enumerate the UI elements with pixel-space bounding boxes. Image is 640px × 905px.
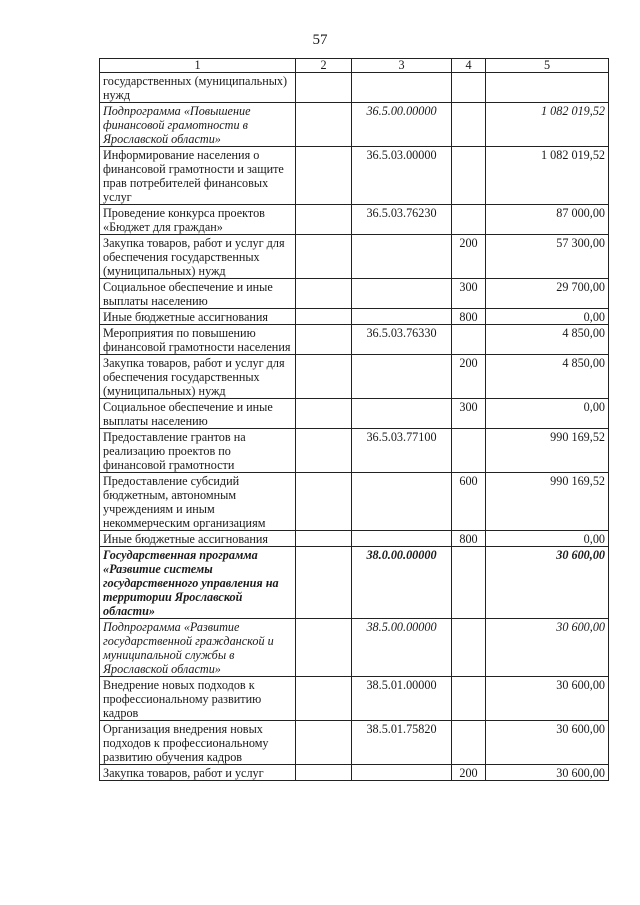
table-row <box>100 355 609 399</box>
row-type-cell <box>452 147 486 205</box>
row-col2-cell <box>296 429 352 473</box>
row-col2-cell <box>296 309 352 325</box>
row-code-cell <box>352 399 452 429</box>
row-col2-cell <box>296 355 352 399</box>
row-amount-cell: 30 600,00 <box>486 721 609 765</box>
row-type-cell: 600 <box>452 473 486 531</box>
row-amount-cell: 4 850,00 <box>486 355 609 399</box>
table-row <box>100 103 609 147</box>
row-code-cell <box>352 235 452 279</box>
row-name-cell: Мероприятия по повышению финансовой грамотности населения <box>100 325 296 355</box>
row-type-cell: 200 <box>452 355 486 399</box>
row-name-cell: Информирование населения о финансовой грамотности и защите прав потребителей финансовых услуг <box>100 147 296 205</box>
row-name-cell: Предоставление субсидий бюджетным, автономным учреждениям и иным некоммерческим организациям <box>100 473 296 531</box>
row-name-cell: Иные бюджетные ассигнования <box>100 309 296 325</box>
row-type-cell: 800 <box>452 309 486 325</box>
table-row <box>100 765 609 781</box>
budget-table <box>99 58 609 781</box>
row-col2-cell <box>296 765 352 781</box>
row-amount-cell: 0,00 <box>486 309 609 325</box>
row-amount-cell: 29 700,00 <box>486 279 609 309</box>
row-col2-cell <box>296 547 352 619</box>
table-row <box>100 531 609 547</box>
table-header-row <box>100 59 609 73</box>
row-name-cell: Социальное обеспечение и иные выплаты населению <box>100 279 296 309</box>
column-header: 5 <box>486 59 609 73</box>
row-type-cell: 300 <box>452 399 486 429</box>
table-row <box>100 279 609 309</box>
row-name-cell: Предоставление грантов на реализацию проектов по финансовой грамотности <box>100 429 296 473</box>
row-name-cell: Закупка товаров, работ и услуг <box>100 765 296 781</box>
table-row <box>100 205 609 235</box>
row-amount-cell: 30 600,00 <box>486 547 609 619</box>
row-name-cell: Подпрограмма «Повышение финансовой грамотности в Ярославской области» <box>100 103 296 147</box>
row-name-cell: Закупка товаров, работ и услуг для обеспечения государственных (муниципальных) нужд <box>100 355 296 399</box>
row-type-cell <box>452 325 486 355</box>
row-col2-cell <box>296 147 352 205</box>
table-row <box>100 429 609 473</box>
row-type-cell <box>452 103 486 147</box>
row-name-cell: Иные бюджетные ассигнования <box>100 531 296 547</box>
row-amount-cell: 1 082 019,52 <box>486 103 609 147</box>
row-code-cell: 36.5.03.76230 <box>352 205 452 235</box>
row-code-cell: 36.5.03.76330 <box>352 325 452 355</box>
page-number: 57 <box>312 32 328 48</box>
column-header: 4 <box>452 59 486 73</box>
row-amount-cell: 990 169,52 <box>486 473 609 531</box>
row-col2-cell <box>296 531 352 547</box>
row-type-cell <box>452 547 486 619</box>
table-row <box>100 399 609 429</box>
row-code-cell: 36.5.00.00000 <box>352 103 452 147</box>
row-col2-cell <box>296 73 352 103</box>
table-row <box>100 309 609 325</box>
row-name-cell: Внедрение новых подходов к профессиональному развитию кадров <box>100 677 296 721</box>
table-row <box>100 619 609 677</box>
row-col2-cell <box>296 677 352 721</box>
row-code-cell <box>352 531 452 547</box>
row-type-cell: 200 <box>452 765 486 781</box>
row-amount-cell: 1 082 019,52 <box>486 147 609 205</box>
row-name-cell: Социальное обеспечение и иные выплаты населению <box>100 399 296 429</box>
table-row <box>100 677 609 721</box>
row-amount-cell: 4 850,00 <box>486 325 609 355</box>
row-amount-cell: 30 600,00 <box>486 677 609 721</box>
table-row <box>100 73 609 103</box>
row-col2-cell <box>296 279 352 309</box>
row-code-cell: 38.5.00.00000 <box>352 619 452 677</box>
column-header: 3 <box>352 59 452 73</box>
row-name-cell: Государственная программа «Развитие системы государственного управления на территории Ярославской области» <box>100 547 296 619</box>
row-col2-cell <box>296 235 352 279</box>
row-amount-cell: 87 000,00 <box>486 205 609 235</box>
row-type-cell <box>452 619 486 677</box>
row-col2-cell <box>296 721 352 765</box>
row-amount-cell <box>486 73 609 103</box>
row-code-cell <box>352 473 452 531</box>
row-code-cell: 38.5.01.75820 <box>352 721 452 765</box>
row-name-cell: государственных (муниципальных) нужд <box>100 73 296 103</box>
row-type-cell: 200 <box>452 235 486 279</box>
row-name-cell: Организация внедрения новых подходов к профессиональному развитию обучения кадров <box>100 721 296 765</box>
row-name-cell: Проведение конкурса проектов «Бюджет для граждан» <box>100 205 296 235</box>
table-row <box>100 473 609 531</box>
row-amount-cell: 30 600,00 <box>486 619 609 677</box>
table-row <box>100 235 609 279</box>
column-header: 1 <box>100 59 296 73</box>
row-type-cell <box>452 677 486 721</box>
row-amount-cell: 0,00 <box>486 399 609 429</box>
row-amount-cell: 0,00 <box>486 531 609 547</box>
row-code-cell <box>352 279 452 309</box>
row-amount-cell: 30 600,00 <box>486 765 609 781</box>
row-code-cell: 38.0.00.00000 <box>352 547 452 619</box>
row-code-cell <box>352 309 452 325</box>
row-col2-cell <box>296 619 352 677</box>
row-col2-cell <box>296 399 352 429</box>
row-type-cell <box>452 73 486 103</box>
column-header: 2 <box>296 59 352 73</box>
row-name-cell: Закупка товаров, работ и услуг для обеспечения государственных (муниципальных) нужд <box>100 235 296 279</box>
row-amount-cell: 990 169,52 <box>486 429 609 473</box>
table-row <box>100 721 609 765</box>
row-name-cell: Подпрограмма «Развитие государственной гражданской и муниципальной службы в Ярославской области» <box>100 619 296 677</box>
row-type-cell <box>452 721 486 765</box>
row-code-cell <box>352 765 452 781</box>
row-type-cell: 800 <box>452 531 486 547</box>
row-type-cell <box>452 205 486 235</box>
row-col2-cell <box>296 205 352 235</box>
row-type-cell <box>452 429 486 473</box>
row-code-cell: 36.5.03.77100 <box>352 429 452 473</box>
row-code-cell: 38.5.01.00000 <box>352 677 452 721</box>
table-row <box>100 147 609 205</box>
row-type-cell: 300 <box>452 279 486 309</box>
row-amount-cell: 57 300,00 <box>486 235 609 279</box>
row-col2-cell <box>296 473 352 531</box>
row-col2-cell <box>296 103 352 147</box>
row-col2-cell <box>296 325 352 355</box>
row-code-cell <box>352 355 452 399</box>
row-code-cell: 36.5.03.00000 <box>352 147 452 205</box>
table-row <box>100 547 609 619</box>
row-code-cell <box>352 73 452 103</box>
table-row <box>100 325 609 355</box>
